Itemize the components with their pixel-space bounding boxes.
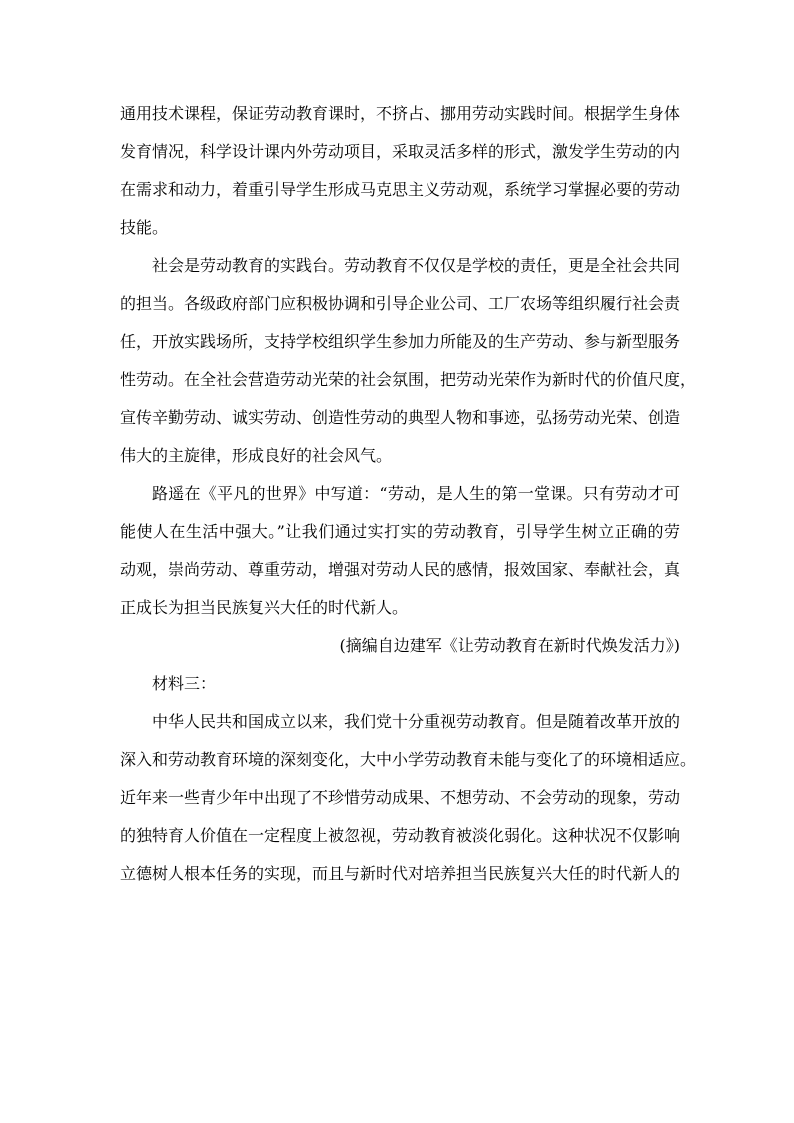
section-heading: 材料三： bbox=[152, 674, 217, 693]
text-line: 发育情况，科学设计课内外劳动项目，采取灵活多样的形式，激发学生劳动的内 bbox=[120, 142, 681, 161]
text-line: 深入和劳动教育环境的深刻变化，大中小学劳动教育未能与变化了的环境相适应。 bbox=[120, 750, 697, 769]
text-line: 任，开放实践场所，支持学校组织学生参加力所能及的生产劳动、参与新型服务 bbox=[120, 332, 681, 351]
text-line: 动观，崇尚劳动、尊重劳动，增强对劳动人民的感情，报效国家、奉献社会，真 bbox=[120, 560, 681, 579]
paragraph-first-line: 路遥在《平凡的世界》中写道：“劳动，是人生的第一堂课。只有劳动才可 bbox=[152, 484, 680, 503]
text-line: 通用技术课程，保证劳动教育课时，不挤占、挪用劳动实践时间。根据学生身体 bbox=[120, 104, 681, 123]
text-line: 近年来一些青少年中出现了不珍惜劳动成果、不想劳动、不会劳动的现象，劳动 bbox=[120, 788, 681, 807]
paragraph-first-line: 社会是劳动教育的实践台。劳动教育不仅仅是学校的责任，更是全社会共同 bbox=[152, 256, 681, 275]
text-line: 性劳动。在全社会营造劳动光荣的社会氛围，把劳动光荣作为新时代的价值尺度， bbox=[120, 370, 697, 389]
text-line: 伟大的主旋律，形成良好的社会风气。 bbox=[120, 446, 393, 465]
text-line: 在需求和动力，着重引导学生形成马克思主义劳动观，系统学习掌握必要的劳动 bbox=[120, 180, 681, 199]
text-line: 的担当。各级政府部门应积极协调和引导企业公司、工厂农场等组织履行社会责 bbox=[120, 294, 681, 313]
text-line: 正成长为担当民族复兴大任的时代新人。 bbox=[120, 598, 409, 617]
text-line: 立德树人根本任务的实现，而且与新时代对培养担当民族复兴大任的时代新人的 bbox=[120, 864, 681, 883]
source-citation: (摘编自边建军《让劳动教育在新时代焕发活力》) bbox=[339, 636, 680, 655]
text-line: 技能。 bbox=[120, 218, 169, 237]
paragraph-first-line: 中华人民共和国成立以来，我们党十分重视劳动教育。但是随着改革开放的 bbox=[152, 712, 681, 731]
text-line: 的独特育人价值在一定程度上被忽视，劳动教育被淡化弱化。这种状况不仅影响 bbox=[120, 826, 681, 845]
text-line: 宣传辛勤劳动、诚实劳动、创造性劳动的典型人物和事迹，弘扬劳动光荣、创造 bbox=[120, 408, 681, 427]
text-line: 能使人在生活中强大。”让我们通过实打实的劳动教育，引导学生树立正确的劳 bbox=[120, 522, 680, 541]
